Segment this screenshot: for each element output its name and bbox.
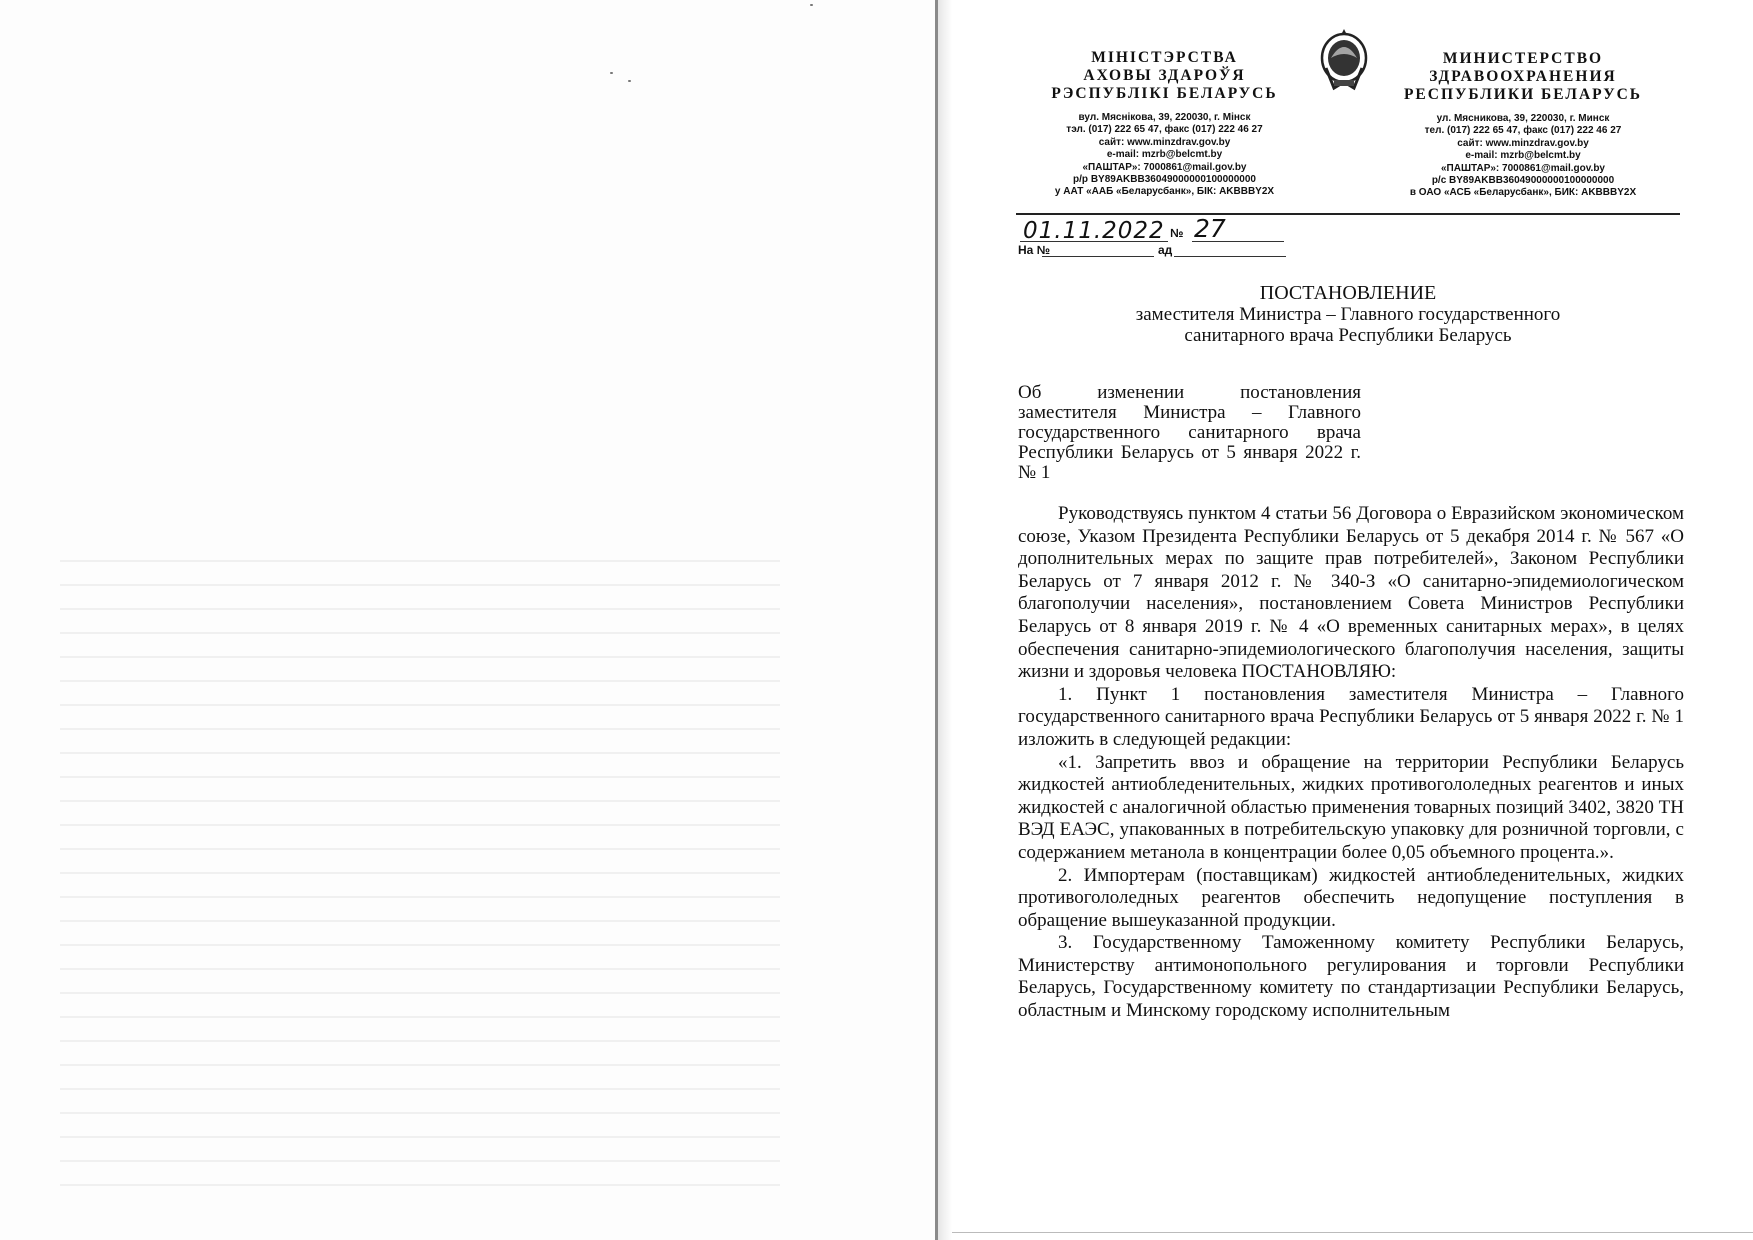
letterhead-russian [1392,50,1654,200]
clause-2-paragraph: 2. Импортерам (поставщикам) жидкостей антиобледенительных, жидких противогололедных реагентов обеспечить недопущение поступления в обращение вышеуказанной продукции. [1018,864,1684,931]
reference-date-underline [1174,256,1286,257]
document-title [1048,283,1648,346]
number-label: № [1170,226,1184,240]
letterhead-divider [1016,213,1680,215]
number-underline [1192,241,1284,242]
address-belarusian: вул. Мяснікова, 39, 220030, г. Мінск тэл. (017) 222 65 47, факс (017) 222 46 27 сайт: www.minzdrav.gov.by e-mail: mzrb@belcmt.by «ПАШТАР»: 7000861@mail.gov.by р/р BY89AKBB36049000000100000000 у ААТ «ААБ «Беларусбанк», БІК: AKBBBY2X [1054,112,1275,198]
registration-number: 27 [1194,214,1226,243]
scan-speck [610,72,613,74]
state-emblem-icon [1320,28,1368,92]
scan-speck [810,4,813,6]
clause-1-paragraph: 1. Пункт 1 постановления заместителя Министра – Главного государственного санитарного врача Республики Беларусь от 5 января 2022 г. № 1 изложить в следующей редакции: [1018,683,1684,750]
document-subject: Об изменении постановления заместителя Министра – Главного государственного санитарного врача Республики Беларусь от 5 января 2022 г. № 1 [1018,382,1361,483]
page-fold-shadow [938,0,952,1240]
date-underline [1020,241,1168,242]
document-page [952,0,1753,1240]
scan-speck [628,80,631,82]
title-author-line2: санитарного врача Республики Беларусь [1184,325,1512,346]
title-author-line1: заместителя Министра – Главного государственного [1135,304,1561,325]
org-name-belarusian: МІНІСТЭРСТВА АХОВЫ ЗДАРОЎЯ РЭСПУБЛІКІ БЕЛАРУСЬ [1051,49,1278,102]
preamble-paragraph: Руководствуясь пунктом 4 статьи 56 Договора о Евразийском экономическом союзе, Указом Президента Республики Беларусь от 5 декабря 2014 г. № 567 «О дополнительных мерах по защите прав потребителей», Законом Республики Беларусь от 7 января 2012 г. № 340-З «О санитарно-эпидемиологическом благополучии населения», постановлением Совета Министров Республики Беларусь от 8 января 2019 г. № 4 «О временных санитарных мерах», в целях обеспечения санитарно-эпидемиологического благополучия населения, защиты жизни и здоровья человека ПОСТАНОВЛЯЮ: [1018,503,1684,683]
org-name-russian: МИНИСТЕРСТВО ЗДРАВООХРАНЕНИЯ РЕСПУБЛИКИ БЕЛАРУСЬ [1403,50,1643,103]
letterhead-belarusian [1037,49,1292,199]
reference-underline [1042,256,1154,257]
bleed-through-text [60,560,780,1200]
clause-1-quote-paragraph: «1. Запретить ввоз и обращение на территории Республики Беларусь жидкостей антиобледенительных, жидких противогололедных реагентов и иных жидкостей с аналогичной областью применения товарных позиций 3402, 3820 ТН ВЭД ЕАЭС, упакованных в потребительскую упаковку для розничной торговли, с содержанием метанола в концентрации более 0,05 объемного процента.». [1018,751,1684,863]
clause-3-paragraph: 3. Государственному Таможенному комитету Республики Беларусь, Министерству антимонопольного регулирования и торговли Республики Беларусь, Государственному комитету по стандартизации Республики Беларусь, областным и Минскому городскому исполнительным [1018,932,1684,1022]
title-type: ПОСТАНОВЛЕНИЕ [1259,282,1437,304]
page-bottom-edge [952,1232,1753,1233]
reference-date-label: ад [1158,243,1173,257]
reference-label: На № [1018,243,1051,257]
document-body [1018,503,1684,1023]
registration-date: 01.11.2022 [1023,218,1165,244]
address-russian: ул. Мясникова, 39, 220030, г. Минск тел. (017) 222 65 47, факс (017) 222 46 27 сайт: www.minzdrav.gov.by e-mail: mzrb@belcmt.by «ПАШТАР»: 7000861@mail.gov.by р/с BY89AKBB36049000000100000000 в ОАО «АСБ «Беларусбанк», БИК: AKBBBY2X [1409,113,1637,199]
